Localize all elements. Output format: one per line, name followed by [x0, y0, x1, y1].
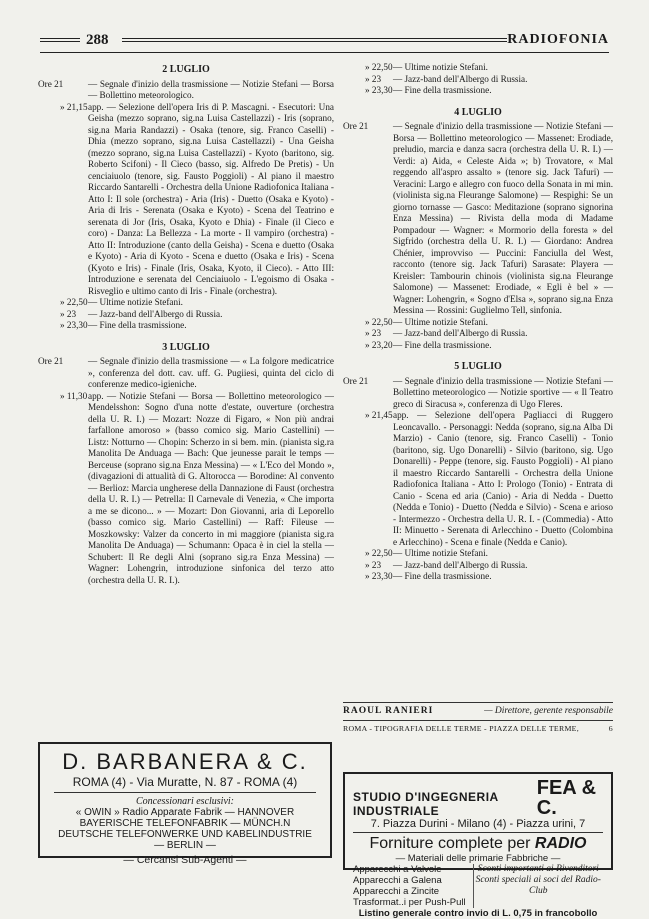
entry-time: » 23,30 [365, 571, 393, 581]
schedule-entry [343, 328, 613, 340]
ad-agency: « OWIN » Radio Apparate Fabrik — HANNOVER [75, 807, 295, 818]
section-gap [38, 332, 334, 340]
schedule-entry [343, 560, 613, 572]
entry-time: » 23 [365, 328, 382, 338]
entry-time: Ore 21 [38, 356, 64, 366]
schedule-entry [343, 340, 613, 352]
ad-listino: Listino generale contro invio di L. 0,75 in francobollo [358, 908, 598, 919]
entry-text: — Ultime notizie Stefani. [88, 297, 183, 307]
entry-text: — Segnale d'inizio della trasmissione — Notizie Stefani — Borsa — Bollettino meteorologico — Massenet: Erodiade, preludio, marcia e danza sacra (orchestra della U. R. I.) — Verdi: a) Aida, « Celeste Aida »; b) Trovatore, « Mal reggendo all'aspro assalto » (tenore sig. Jack Tafuri) — Veracini: Largo e allegro con fuoco della Sonata in mi min. (violinista sig.na Fleurange Salomone) — Respighi: Se un giorno tornasse — Gasco: Meditazione (soprano signorina Enza Messina) — Rivista della moda di Madame Pompadour — Wagner: « Mormorio della foresta » del Sigfrido (orchestra della U. R. I.) — Giordano: Andrea Chénier, improvviso — Puccini: Fanciulla del West, racconto (tenore sig. Jack Tafuri) Sarasate: Playera — Kreisler: Tambourin chinois (violinista sig.na Fleurange Salomone) — Massenet: Erodiade, « Egli è bel » — Wagner: Lohengrin, « Sogno d'Elsa », soprano sig.na Enza Messina — Rossini: Guglielmo Tell, sinfonia. [393, 121, 613, 315]
entry-time: Ore 21 [38, 78, 64, 89]
entry-time: » 22,50 [365, 62, 393, 72]
schedule-entry [343, 74, 613, 86]
ad-company-name: D. BARBANERA & C. [62, 749, 308, 774]
entry-text: app. — Selezione dell'opera Pagliacci di Ruggero Leoncavallo. - Personaggi: Nedda (soprano, sig.na Alba Di Marzio) - Canio (tenore, sig. Franco Caselli) - Tonio (baritono, sig. Ugo Donarelli) - Silvio (baritono, sig. Ugo Donarelli) - Peppe (tenore, sig. Fausto Poggioli) - Al piano il maestro Riccardo Santarelli - Orchestra della Unione Radiofonica Italiana - Atto I: Prologo (Tonio) - Entrata di Canio - Scena ed aria (Canio) - Aria di Nedda - Duetto (Nedda e Tonio) - Duetto (Nedda e Silvio) - Scena e arioso - Intermezzo - Orchestra della U. R. I. - (Commedia) - Atto II: Minuetto - Serenata di Arlecchino - Duetto (Colombina e Arlecchino) - Scena e finale (Nedda e Canio). [393, 410, 613, 547]
schedule-entry [38, 320, 334, 332]
entry-time: Ore 21 [343, 375, 369, 386]
date-heading: 2 LUGLIO [162, 64, 210, 75]
entry-time: » 22,50 [365, 548, 393, 558]
entry-text: — Segnale d'inizio della trasmissione — Notizie Stefani — Borsa — Bollettino meteorologico. [88, 78, 334, 100]
ad-divider [54, 792, 316, 793]
ad-radio: RADIO [534, 835, 587, 852]
schedule-entry [343, 85, 613, 97]
section-gap [343, 583, 613, 591]
ad-note: Sconti speciali ai soci del Radio-Club [475, 875, 601, 896]
schedule-entry [343, 317, 613, 329]
ad-agency: — BERLIN — [154, 840, 216, 851]
schedule-entry [343, 548, 613, 560]
ad-materials: — Materiali delle primarie Fabbriche — [395, 853, 561, 864]
entry-text: — Jazz-band dell'Albergo di Russia. [393, 73, 528, 84]
ad-forniture [353, 835, 603, 853]
schedule-entry [343, 121, 613, 317]
entry-time: » 22,50 [365, 316, 393, 327]
entry-text: app. — Selezione dell'opera Iris di P. Mascagni. - Esecutori: Una Geisha (mezzo soprano, sig.na Luisa Castellazzi) - Iris (soprano, sig.na Maria Randazzi) - Osaka (tenore, sig. Franco Caselli) - Dhia (mezzo soprano, sig.na Luisa Castellazzi) - Una Geisha (mezzo soprano, sig.na Luisa Castellazzi) - Kyoto (baritono, sig. Roberto Scifoni) - Il Cieco (basso, sig. Alfredo De Pretis) - Un cenciaiuolo (tenore, sig. Fausto Poggioli) - Al piano il maestro Riccardo Santarelli - Orchestra della Unione Radiofonica Italiana - Atto I: Il sole (orchestra) - Aria (Iris) - Duetto (Osaka e Kyoto) - Aria di Iris - Serenata (Osaka e Kyoto) - Scena del Teatrino e serenata di Jor (Iris, Osaka, Kyoto e Dhia) - Finale (il Cieco e coro) - Danza: La Bellezza - La morte - Il vampiro (orchestra) - Atto II: Introduzione (canto della Geisha) - Scena e duetto (Osaka e Kyoto) - Aria di Kyoto - Scena e duetto (Osaka e Iris) - Scena (Kyoto e Iris) - Finale (Iris, Osaka, Kyoto, il Cieco). - Atto III: Introduzione e serenata del Cenciaiuolo - L'egoismo di Osaka - Risveglio e ultimo canto di Iris - Finale (orchestra). [88, 101, 334, 296]
entry-text: — Jazz-band dell'Albergo di Russia. [393, 328, 528, 338]
entry-time: » 21,45 [365, 410, 393, 420]
editor-block [343, 702, 613, 733]
ad-agency: BAYERISCHE TELEFONFABRIK — MÜNCH.N [79, 818, 291, 829]
entry-time: » 21,15 [60, 101, 88, 112]
editor-name: RAOUL RANIERI [343, 706, 434, 716]
entry-time: » 23 [365, 559, 382, 570]
editor-rule [343, 702, 613, 703]
entry-text: — Segnale d'inizio della trasmissione — Notizie Stefani — Bollettino meteorologico — Notizie sportive — « Il Teatro greco di Siracusa », conferenza di Ugo Fleres. [393, 375, 613, 409]
schedule-entry [343, 571, 613, 583]
ad-concessionari: Concessionari esclusivi: [135, 796, 235, 807]
schedule-entry [38, 391, 334, 587]
date-heading: 3 LUGLIO [162, 341, 210, 353]
ad-brand: FEA & C. [536, 777, 597, 819]
schedule-entry [38, 356, 334, 391]
right-column [343, 62, 613, 591]
entry-text: — Ultime notizie Stefani. [393, 316, 488, 327]
schedule-entry [38, 102, 334, 298]
schedule-entry [38, 297, 334, 309]
schedule-entry [343, 376, 613, 411]
entry-time: » 23 [365, 73, 382, 84]
entry-time: » 23,30 [60, 320, 88, 330]
schedule-entry [343, 62, 613, 74]
ad-address: 7. Piazza Durini - Milano (4) - Piazza urini, 7 [353, 818, 603, 833]
section-gap [343, 97, 613, 105]
advertisement-barbanera [38, 742, 332, 866]
entry-text: — Ultime notizie Stefani. [393, 62, 488, 72]
date-heading: 5 LUGLIO [454, 361, 502, 372]
entry-text: — Segnale d'inizio della trasmissione — « La folgore medicatrice », conferenza del dott. cav. uff. G. Pugiiesi, quinta del ciclo di conferenze medico-igieniche. [88, 356, 334, 389]
ad-studio: STUDIO D'INGEGNERIA INDUSTRIALE [353, 790, 499, 818]
ad-item: Trasformat..i per Push-Pull [353, 897, 466, 908]
schedule-entry [38, 309, 334, 321]
editor-role: — Direttore, gerente responsabile [484, 706, 613, 716]
header-rule-middle [122, 38, 507, 42]
section-gap [38, 586, 334, 594]
entry-text: — Jazz-band dell'Albergo di Russia. [393, 559, 528, 570]
entry-text: app. — Notizie Stefani — Borsa — Bollettino meteorologico — Mendelsshon: Sogno d'una notte d'estate, ouverture (orchestra della U. R. I.) — Mozart: Nozze di Figaro, « Non più andrai farfallone amoroso » (basso comico sig. Mario Castellini) — Listz: Notturno — Chopin: Scherzo in si bem. min. (pianista sig.ra Manolita De Anduaga — Bach: Que jeunesse parait le temps — Berceuse (soprano sig.na Enza Messina) — « L'Eco del Mondo », (divagazioni di attualità di G. Altorocca — Borodine: Al convento — Berlioz: Marcia ungherese della Dannazione di Faust (orchestra della U. R. I.) — Petrella: Il Carnevale di Venezia, « Che importa a me se dicono... » — Mozart: Don Giovanni, aria di Leporello (basso comico sig. Mario Castellini) — Raff: Fileuse — Moszkowsky: Valzer da concerto in mi maggiore (pianista sig.ra Manolita De Anduaga) — Schumann: Opaca è in ciel la stella — Schubert: Il Re degli Alni (soprano sig.ra Enza Messina) — Wagner: Lohengrin, introduzione sinfonica del terzo atto (orchestra della U. R. I.). [88, 390, 334, 585]
entry-text: — Ultime notizie Stefani. [393, 548, 488, 558]
ad-note: Sconti importanti ai Rivenditori [477, 864, 599, 874]
page-header [40, 32, 609, 54]
entry-text: — Jazz-band dell'Albergo di Russia. [88, 308, 223, 319]
entry-text: — Fine della trasmissione. [393, 571, 492, 581]
ad-agency: DEUTSCHE TELEFONWERKE UND KABELINDUSTRIE [58, 829, 312, 840]
entry-time: » 23 [60, 308, 77, 319]
ad-forniture-text: Forniture complete per [369, 835, 531, 852]
ad-item: Apparecchi a Galena [353, 875, 442, 886]
left-column [38, 62, 334, 594]
printer-number: 6 [608, 724, 613, 733]
entry-time: » 23,30 [365, 85, 393, 95]
entry-text: — Fine della trasmissione. [393, 85, 492, 95]
ad-item: Apparecchi a Zincite [353, 886, 440, 897]
schedule-entry [343, 410, 613, 548]
printer-line: ROMA - TIPOGRAFIA DELLE TERME - PIAZZA DELLE TERME, [343, 724, 579, 733]
header-rule-bottom [40, 52, 609, 53]
advertisement-fea [343, 772, 613, 919]
section-gap [343, 351, 613, 359]
entry-time: Ore 21 [343, 121, 369, 131]
ad-item: Apparecchi a Valvole [353, 864, 442, 875]
ad-subagents: — Cercansi Sub-Agenti — [123, 854, 247, 866]
date-heading: 4 LUGLIO [454, 106, 502, 118]
schedule-entry [38, 79, 334, 102]
magazine-title: RADIOFONIA [507, 32, 609, 47]
entry-time: » 23,20 [365, 339, 393, 350]
header-rule-left [40, 38, 80, 42]
entry-time: » 22,50 [60, 297, 88, 307]
entry-time: » 11,30 [60, 390, 88, 401]
entry-text: — Fine della trasmissione. [393, 339, 492, 350]
ad-address: ROMA (4) - Via Muratte, N. 87 - ROMA (4) [72, 775, 298, 789]
entry-text: — Fine della trasmissione. [88, 320, 187, 330]
page-number: 288 [86, 32, 109, 48]
